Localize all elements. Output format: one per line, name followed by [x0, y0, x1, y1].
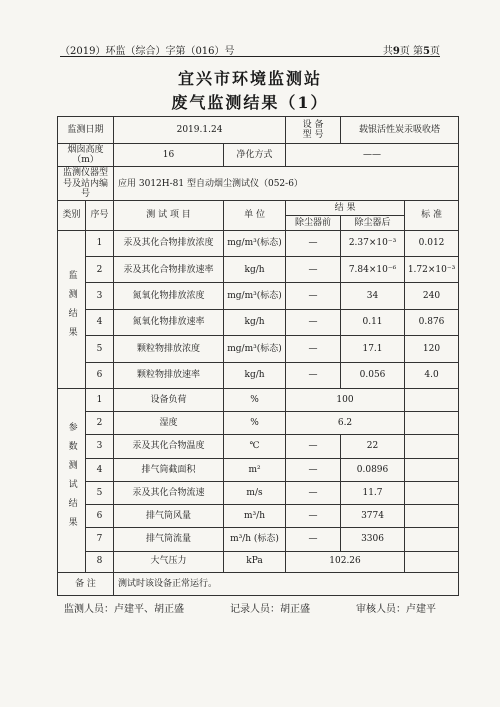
row-after: 2.37×10⁻³ [341, 230, 405, 256]
monitor-group-text: 监测结果 [66, 269, 77, 346]
row-seq: 7 [86, 528, 114, 551]
remark-row [58, 572, 459, 595]
row-seq: 5 [86, 481, 114, 504]
recorder-staff: 记录人员：胡正盛 [230, 604, 310, 615]
col-category: 类别 [58, 201, 86, 231]
page-suffix: 页 [430, 46, 440, 57]
col-seq: 序号 [86, 201, 114, 231]
row-before: — [286, 230, 341, 256]
row-unit: mg/m³(标态) [224, 336, 286, 362]
row-item: 排气筒流量 [114, 528, 224, 551]
row-standard [405, 551, 459, 572]
page-indicator [383, 42, 440, 57]
row-unit: m³/h [224, 505, 286, 528]
col-item: 测 试 项 目 [114, 201, 224, 231]
results-table [57, 116, 459, 596]
row-after: 17.1 [341, 336, 405, 362]
row-before: — [286, 309, 341, 335]
row-unit: m² [224, 458, 286, 481]
chimney-row [58, 144, 459, 167]
row-seq: 1 [86, 389, 114, 412]
row-standard [405, 412, 459, 435]
row-standard [405, 389, 459, 412]
equipment-label-2: 型 号 [302, 130, 324, 141]
row-seq: 4 [86, 458, 114, 481]
row-after: 3774 [341, 505, 405, 528]
row-unit: kPa [224, 551, 286, 572]
param-group-label [58, 389, 86, 573]
row-before: — [286, 362, 341, 388]
row-item: 设备负荷 [114, 389, 224, 412]
row-after: 3306 [341, 528, 405, 551]
row-after: 34 [341, 283, 405, 309]
instrument-value: 应用 3012H-81 型自动烟尘测试仪（052-6） [114, 167, 459, 201]
date-row [58, 117, 459, 144]
row-item: 汞及其化合物排放速率 [114, 257, 224, 283]
row-unit: mg/m³(标态) [224, 283, 286, 309]
row-after: 0.0896 [341, 458, 405, 481]
row-item: 汞及其化合物排放浓度 [114, 230, 224, 256]
monitor-staff: 监测人员：卢建平、胡正盛 [64, 604, 184, 615]
col-result: 结 果 [286, 201, 405, 216]
signature-line [64, 600, 436, 615]
row-standard: 0.012 [405, 230, 459, 256]
row-item: 湿度 [114, 412, 224, 435]
station-title: 宜兴市环境监测站 [177, 69, 322, 88]
row-seq: 3 [86, 435, 114, 458]
page-mid: 页 第 [399, 46, 424, 57]
total-pages: 9 [392, 46, 400, 57]
row-unit: m³/h (标态) [224, 528, 286, 551]
row-before: — [286, 481, 341, 504]
row-seq: 8 [86, 551, 114, 572]
table-row [58, 435, 459, 458]
row-after: 7.84×10⁻⁶ [341, 257, 405, 283]
row-item: 汞及其化合物流速 [114, 481, 224, 504]
row-item: 颗粒物排放速率 [114, 362, 224, 388]
table-row [58, 412, 459, 435]
row-unit: % [224, 412, 286, 435]
row-item: 汞及其化合物温度 [114, 435, 224, 458]
table-row [58, 257, 459, 283]
row-before: — [286, 458, 341, 481]
row-after: 22 [341, 435, 405, 458]
table-row [58, 283, 459, 309]
remark-label: 备 注 [58, 572, 114, 595]
report-title: 废气监测结果（1） [171, 93, 329, 112]
row-merged-value: 102.26 [286, 551, 405, 572]
row-seq: 6 [86, 505, 114, 528]
row-standard [405, 505, 459, 528]
col-standard: 标 准 [405, 201, 459, 231]
row-item: 氮氧化物排放浓度 [114, 283, 224, 309]
table-row [58, 481, 459, 504]
equipment-label [286, 117, 341, 144]
col-before: 除尘器前 [286, 215, 341, 230]
row-before: — [286, 435, 341, 458]
table-row [58, 528, 459, 551]
row-before: — [286, 257, 341, 283]
column-header-row-1 [58, 201, 459, 216]
row-item: 颗粒物排放浓度 [114, 336, 224, 362]
row-unit: m/s [224, 481, 286, 504]
col-unit: 单 位 [224, 201, 286, 231]
table-row [58, 505, 459, 528]
row-unit: ℃ [224, 435, 286, 458]
table-row [58, 336, 459, 362]
row-standard: 0.876 [405, 309, 459, 335]
col-after: 除尘器后 [341, 215, 405, 230]
chimney-label: 烟囱高度（m） [58, 144, 114, 167]
row-unit: % [224, 389, 286, 412]
param-group-text: 参数测试结果 [66, 421, 77, 536]
table-row [58, 230, 459, 256]
row-seq: 3 [86, 283, 114, 309]
row-seq: 1 [86, 230, 114, 256]
equipment-value: 载银活性炭汞吸收塔 [341, 117, 459, 144]
row-seq: 2 [86, 412, 114, 435]
date-value: 2019.1.24 [114, 117, 286, 144]
row-item: 排气筒风量 [114, 505, 224, 528]
row-standard: 120 [405, 336, 459, 362]
row-before: — [286, 528, 341, 551]
row-after: 0.056 [341, 362, 405, 388]
row-standard [405, 458, 459, 481]
row-standard [405, 435, 459, 458]
row-before: — [286, 336, 341, 362]
remark-text: 测试时该设备正常运行。 [114, 572, 459, 595]
purify-value: —— [286, 144, 459, 167]
page-prefix: 共 [382, 46, 393, 57]
row-seq: 2 [86, 257, 114, 283]
instrument-row [58, 167, 459, 201]
row-unit: kg/h [224, 257, 286, 283]
instrument-label: 监测仪器型号及站内编号 [58, 167, 114, 201]
table-row [58, 309, 459, 335]
row-standard: 4.0 [405, 362, 459, 388]
row-merged-value: 6.2 [286, 412, 405, 435]
row-seq: 5 [86, 336, 114, 362]
doc-header [60, 42, 440, 57]
row-item: 排气筒截面积 [114, 458, 224, 481]
row-unit: kg/h [224, 309, 286, 335]
page-number: 5 [423, 46, 430, 57]
doc-number: （2019）环监（综合）字第（016）号 [60, 46, 235, 57]
row-standard [405, 481, 459, 504]
row-seq: 6 [86, 362, 114, 388]
row-standard: 240 [405, 283, 459, 309]
chimney-value: 16 [114, 144, 224, 167]
table-row [58, 362, 459, 388]
row-merged-value: 100 [286, 389, 405, 412]
table-row [58, 458, 459, 481]
row-before: — [286, 505, 341, 528]
purify-label: 净化方式 [224, 144, 286, 167]
table-row [58, 551, 459, 572]
monitor-group-label [58, 230, 86, 388]
reviewer-staff: 审核人员：卢建平 [356, 604, 436, 615]
row-item: 大气压力 [114, 551, 224, 572]
row-item: 氮氧化物排放速率 [114, 309, 224, 335]
row-after: 0.11 [341, 309, 405, 335]
header-rule [60, 56, 440, 57]
row-unit: mg/m³(标态) [224, 230, 286, 256]
equipment-label-1: 设 备 [302, 119, 324, 130]
row-unit: kg/h [224, 362, 286, 388]
row-after: 11.7 [341, 481, 405, 504]
table-row [58, 389, 459, 412]
row-standard: 1.72×10⁻³ [405, 257, 459, 283]
row-standard [405, 528, 459, 551]
row-before: — [286, 283, 341, 309]
date-label: 监测日期 [58, 117, 114, 144]
row-seq: 4 [86, 309, 114, 335]
